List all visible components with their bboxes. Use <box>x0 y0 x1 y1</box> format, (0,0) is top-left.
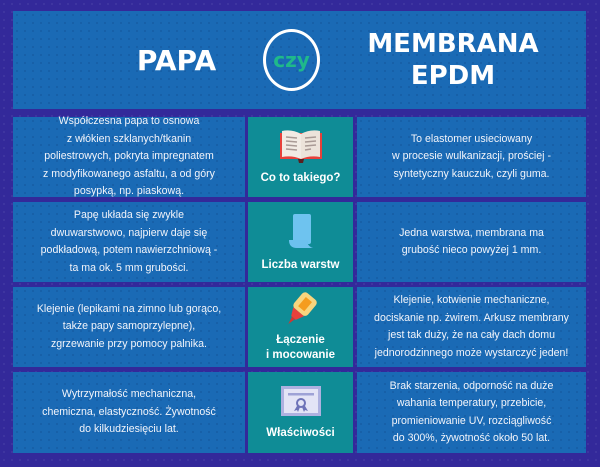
text-line: Współczesna papa to osnowa <box>58 115 200 128</box>
row-3-membrana-cell <box>357 287 586 367</box>
text-line: Wytrzymałość mechaniczna, <box>61 388 197 401</box>
text-line: Jedna warstwa, membrana ma <box>399 226 544 239</box>
text-line: grubość nieco powyżej 1 mm. <box>401 244 542 256</box>
membrana-title-line2: EPDM <box>410 61 496 91</box>
text-line: podkładową, potem nawierzchniową - <box>40 244 218 256</box>
papa-title-text: PAPA <box>136 43 217 77</box>
category-label: Liczba warstw <box>261 258 340 271</box>
text-line: zgrzewanie przy pomocy palnika. <box>50 337 208 350</box>
text-line: dwuwarstwowo, najpierw daje się <box>50 226 208 239</box>
text-line: posypką, np. piaskową. <box>73 185 185 198</box>
row-1-category <box>248 117 353 197</box>
row-4-papa-cell <box>13 372 245 453</box>
row-2-papa-cell <box>13 202 245 282</box>
row-2-category <box>248 202 353 282</box>
paper-sheet-icon <box>285 212 317 250</box>
text-line: do 300%, żywotność około 50 lat. <box>392 432 551 444</box>
text-line: w procesie wulkanizacji, prościej - <box>392 150 551 163</box>
membrana-title-line1: MEMBRANA <box>367 29 539 59</box>
category-label-line2: i mocowanie <box>265 349 336 361</box>
text-line: ta ma ok. 5 mm grubości. <box>69 261 189 274</box>
text-line: Brak starzenia, odporność na duże <box>389 379 554 392</box>
category-label: Co to takiego? <box>260 171 341 184</box>
text-line: do kilkudziesięciu lat. <box>79 423 179 436</box>
category-label: Właściwości <box>266 427 335 439</box>
text-line: także papy samoprzylepne), <box>62 320 196 333</box>
open-book-icon <box>278 129 324 163</box>
row-4-category <box>248 372 353 453</box>
text-line: poliestrowych, pokryta impregnatem <box>44 150 214 163</box>
row-4-membrana-cell <box>357 372 586 453</box>
text-line: Klejenie, kotwienie mechaniczne, <box>393 294 550 306</box>
czy-badge: czy <box>263 29 320 91</box>
glue-bottle-icon <box>281 291 321 327</box>
row-3-category <box>248 287 353 367</box>
row-3-papa-cell <box>13 287 245 367</box>
row-1-membrana-cell <box>357 117 586 197</box>
text-line: promieniowanie UV, rozciągliwość <box>391 414 552 427</box>
membrana-title <box>343 11 563 109</box>
text-line: jest tak duży, że na cały dach domu <box>387 329 556 341</box>
text-line: Papę układa się zwykle <box>73 209 185 221</box>
text-line: z włókien szklanych/tkanin <box>66 132 192 145</box>
text-line: To elastomer usieciowany <box>410 132 533 145</box>
category-label-line1: Łączenie <box>276 334 325 346</box>
papa-title <box>13 11 245 109</box>
row-1-papa-cell <box>13 117 245 197</box>
text-line: jednorodzinnego może wystarczyć jeden! <box>374 346 569 359</box>
text-line: syntetyczny kauczuk, czyli guma. <box>393 167 550 180</box>
text-line: dociskanie np. żwirem. Arkusz membrany <box>374 311 569 324</box>
text-line: chemiczna, elastyczność. Żywotność <box>42 405 216 418</box>
comparison-header <box>13 11 586 109</box>
text-line: wahania temperatury, przebicie, <box>396 397 547 409</box>
text-line: z modyfikowanego asfaltu, a od góry <box>43 167 215 180</box>
row-2-membrana-cell <box>357 202 586 282</box>
certificate-icon <box>279 384 323 418</box>
text-line: Klejenie (lepikami na zimno lub gorąco, <box>36 302 222 315</box>
